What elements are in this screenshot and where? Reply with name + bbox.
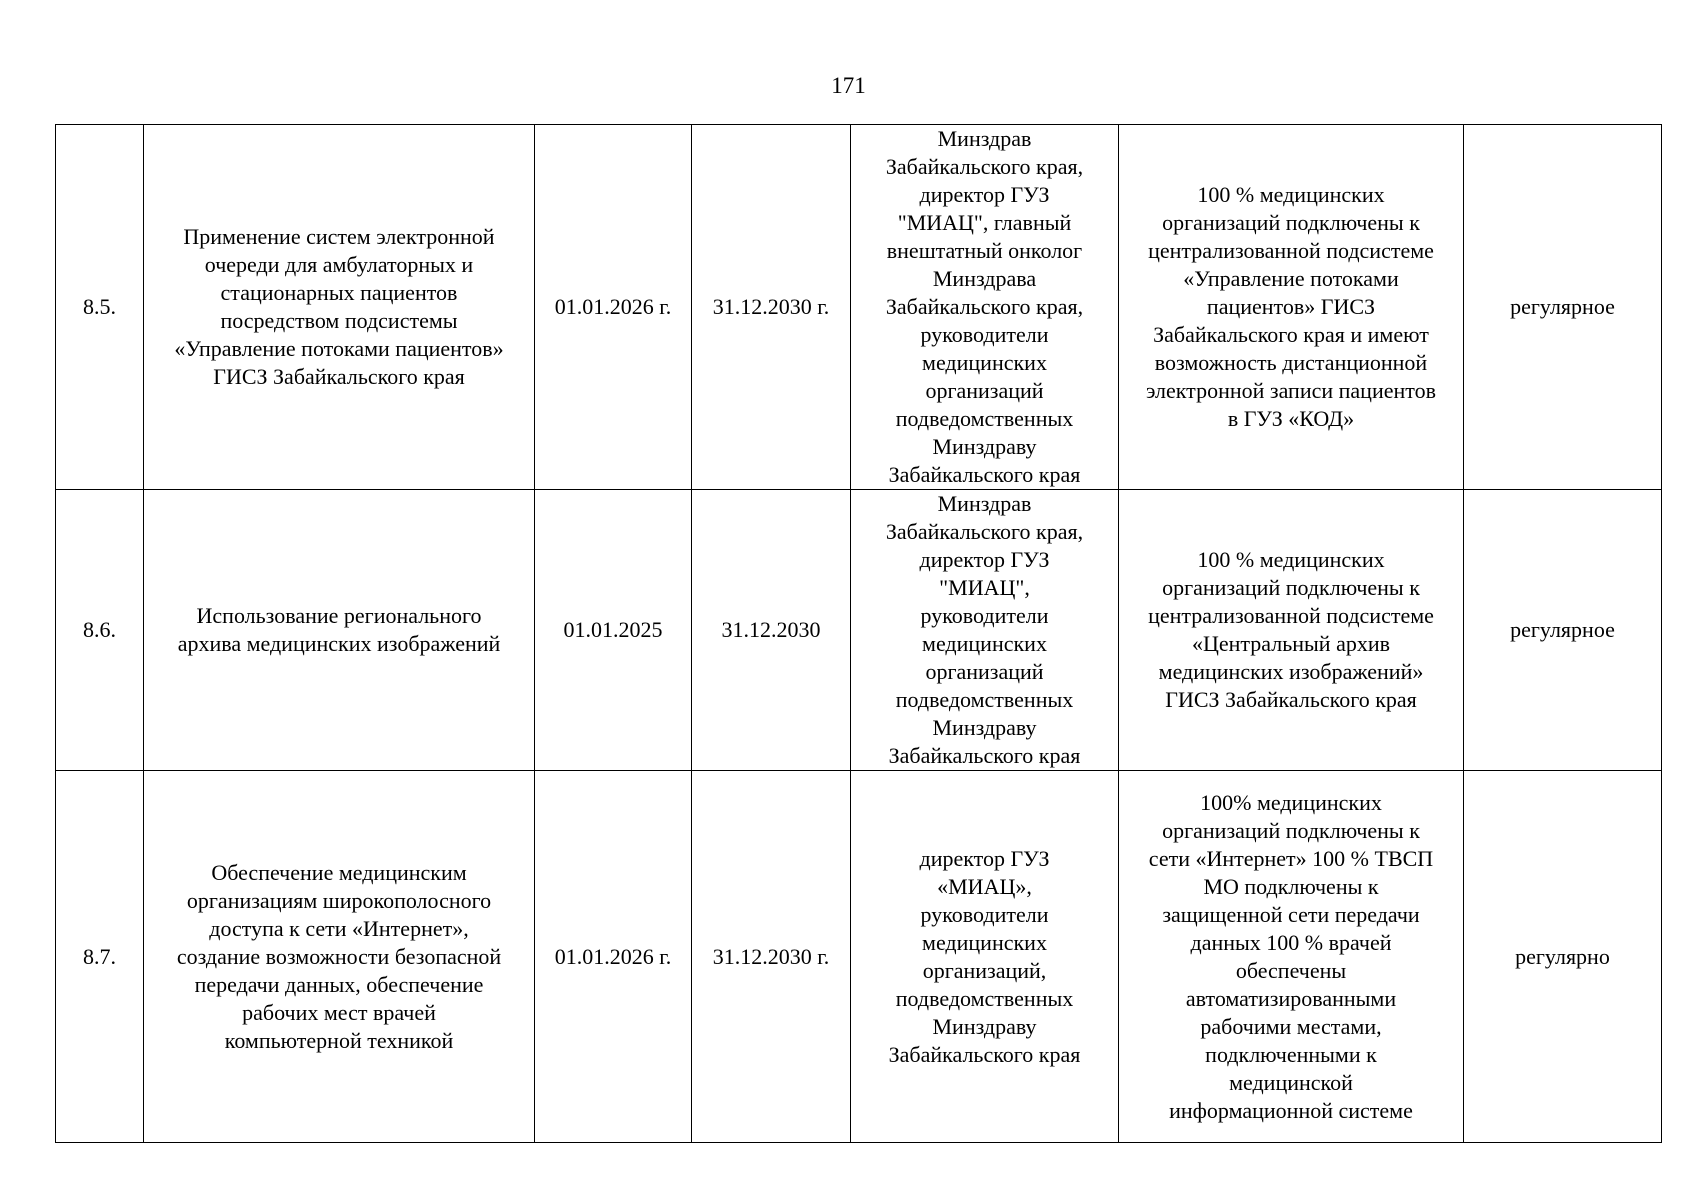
cell-result: 100 % медицинских организаций подключены к централизованной подсистеме «Центральный архив медицинских изображений» ГИСЗ Забайкальского края xyxy=(1119,490,1464,771)
table-row xyxy=(56,490,1662,771)
cell-start-date: 01.01.2025 xyxy=(535,490,692,771)
cell-result: 100 % медицинских организаций подключены к централизованной подсистеме «Управление потоками пациентов» ГИСЗ Забайкальского края и имеют возможность дистанционной электронной записи пациентов в ГУЗ «КОД» xyxy=(1119,125,1464,490)
cell-responsible: директор ГУЗ «МИАЦ», руководители медицинских организаций, подведомственных Минздраву Забайкальского края xyxy=(851,771,1119,1143)
cell-measure: Применение систем электронной очереди для амбулаторных и стационарных пациентов посредством подсистемы «Управление потоками пациентов» ГИСЗ Забайкальского края xyxy=(144,125,535,490)
cell-result: 100% медицинских организаций подключены к сети «Интернет» 100 % ТВСП МО подключены к защищенной сети передачи данных 100 % врачей обеспечены автоматизированными рабочими местами, подключенными к медицинской информационной системе xyxy=(1119,771,1464,1143)
cell-responsible: Минздрав Забайкальского края, директор ГУЗ "МИАЦ", руководители медицинских организаций подведомственных Минздраву Забайкальского края xyxy=(851,490,1119,771)
cell-frequency: регулярное xyxy=(1464,125,1662,490)
cell-number: 8.5. xyxy=(56,125,144,490)
cell-frequency: регулярно xyxy=(1464,771,1662,1143)
cell-measure: Обеспечение медицинским организациям широкополосного доступа к сети «Интернет», создание возможности безопасной передачи данных, обеспечение рабочих мест врачей компьютерной техникой xyxy=(144,771,535,1143)
cell-end-date: 31.12.2030 г. xyxy=(692,771,851,1143)
table-row xyxy=(56,125,1662,490)
cell-start-date: 01.01.2026 г. xyxy=(535,771,692,1143)
cell-frequency: регулярное xyxy=(1464,490,1662,771)
cell-responsible: Минздрав Забайкальского края, директор ГУЗ "МИАЦ", главный внештатный онколог Минздрава Забайкальского края, руководители медицинских организаций подведомственных Минздраву Забайкальского края xyxy=(851,125,1119,490)
measures-table xyxy=(55,124,1662,1143)
cell-measure: Использование регионального архива медицинских изображений xyxy=(144,490,535,771)
page-number: 171 xyxy=(831,73,866,98)
cell-end-date: 31.12.2030 xyxy=(692,490,851,771)
cell-number: 8.7. xyxy=(56,771,144,1143)
table-row xyxy=(56,771,1662,1143)
cell-end-date: 31.12.2030 г. xyxy=(692,125,851,490)
cell-start-date: 01.01.2026 г. xyxy=(535,125,692,490)
cell-number: 8.6. xyxy=(56,490,144,771)
